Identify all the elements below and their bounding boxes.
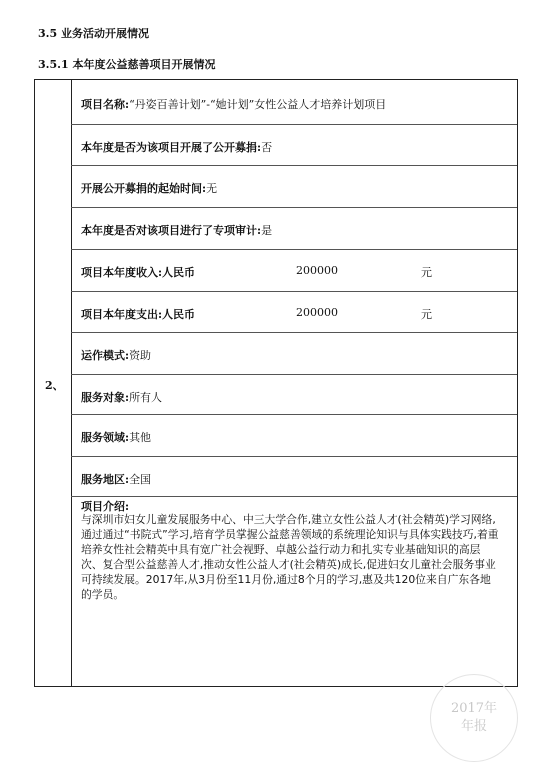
- expense-row: [71, 291, 517, 333]
- income-row: [71, 249, 517, 292]
- public-fundraising-value: 否: [261, 141, 273, 154]
- special-audit-row: [71, 207, 517, 250]
- expense-unit: 元: [421, 308, 432, 321]
- service-area-value: 全国: [129, 473, 152, 486]
- service-target-label: 服务对象:: [81, 391, 130, 404]
- service-field-value: 其他: [129, 431, 152, 444]
- operation-mode-row: [71, 332, 517, 375]
- service-field-row: [71, 414, 517, 457]
- income-label: 项目本年度收入:人民币: [81, 266, 196, 279]
- project-rows: [71, 80, 517, 686]
- income-amount: 200000: [296, 264, 338, 277]
- operation-mode-value: 资助: [129, 349, 152, 362]
- project-table: [34, 79, 518, 687]
- special-audit-value: 是: [261, 224, 273, 237]
- expense-label: 项目本年度支出:人民币: [81, 308, 196, 321]
- section-subheading: 3.5.1 本年度公益慈善项目开展情况: [38, 58, 216, 71]
- special-audit-label: 本年度是否对该项目进行了专项审计:: [81, 224, 262, 237]
- expense-amount: 200000: [296, 306, 338, 319]
- public-fundraising-label: 本年度是否为该项目开展了公开募捐:: [81, 141, 262, 154]
- operation-mode-label: 运作模式:: [81, 349, 130, 362]
- income-unit: 元: [421, 266, 432, 279]
- project-intro-label: 项目介绍:: [81, 500, 130, 513]
- service-field-label: 服务领域:: [81, 431, 130, 444]
- project-name-label: 项目名称:: [81, 98, 130, 111]
- project-name-row: [71, 80, 517, 125]
- project-intro-text: 与深圳市妇女儿童发展服务中心、中三大学合作,建立女性公益人才(社会精英)学习网络,通过通过“书院式”学习,培育学员掌握公益慈善领域的系统理论知识与具体实践技巧,着重培养女性社会精英中具有宽广社会视野、卓越公益行动力和扎实专业基础知识的高层次、复合型公益慈善人才,推动女性公益人才(社会精英)成长,促进妇女儿童社会服务事业可持续发展。2017年,从3月份至11月份,通过8个月的学习,惠及共120位来自广东各地的学员。: [81, 513, 499, 601]
- service-area-label: 服务地区:: [81, 473, 130, 486]
- service-target-row: [71, 374, 517, 415]
- service-target-value: 所有人: [129, 391, 163, 404]
- service-area-row: [71, 456, 517, 497]
- project-name-value: “丹姿百善计划”-“她计划”女性公益人才培养计划项目: [129, 98, 387, 111]
- annual-report-watermark: 2017年 年报: [430, 674, 518, 762]
- fundraising-start-value: 无: [206, 182, 218, 195]
- row-number: 2、: [45, 379, 64, 392]
- project-intro-row: [71, 496, 517, 686]
- section-heading: 3.5 业务活动开展情况: [38, 27, 149, 40]
- public-fundraising-row: [71, 124, 517, 166]
- fundraising-start-label: 开展公开募捐的起始时间:: [81, 182, 207, 195]
- fundraising-start-row: [71, 165, 517, 208]
